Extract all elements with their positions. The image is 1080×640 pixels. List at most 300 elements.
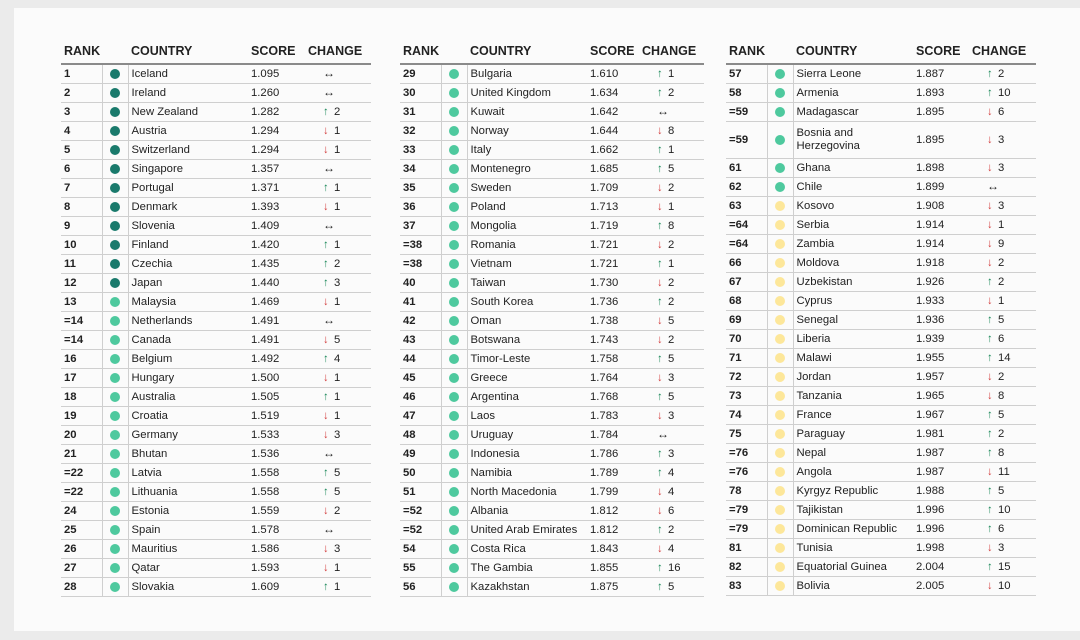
country-cell: Taiwan [467, 274, 587, 293]
change-cell [639, 160, 704, 179]
table-row [400, 293, 704, 312]
table-row [726, 387, 1036, 406]
score-cell: 1.918 [913, 254, 969, 273]
tier-dot-cell [767, 159, 793, 178]
tier-dot-cell [441, 293, 467, 312]
table-row [61, 521, 371, 540]
arrow-down-icon: ↓ [987, 218, 993, 231]
change-value: 10 [998, 579, 1011, 592]
table-row [61, 160, 371, 179]
rank-cell: 34 [400, 160, 441, 179]
score-cell: 1.469 [248, 293, 305, 312]
tier-dot-cell [767, 368, 793, 387]
table-row [726, 273, 1036, 292]
tier-dot-icon [110, 145, 120, 155]
arrow-up-icon: ↑ [657, 447, 663, 460]
score-cell: 1.559 [248, 502, 305, 521]
country-cell: Senegal [793, 311, 913, 330]
rank-cell: 12 [61, 274, 102, 293]
change-cell [969, 406, 1036, 425]
arrow-down-icon: ↓ [987, 465, 993, 478]
score-cell: 1.260 [248, 84, 305, 103]
rank-cell: 43 [400, 331, 441, 350]
arrow-up-icon: ↑ [987, 351, 993, 364]
change-cell [305, 198, 371, 217]
change-cell [969, 368, 1036, 387]
country-cell: Croatia [128, 407, 248, 426]
rank-cell: 83 [726, 577, 767, 596]
tier-dot-icon [775, 315, 785, 325]
table-row [61, 293, 371, 312]
table-row [61, 217, 371, 236]
table-row [400, 521, 704, 540]
change-cell [639, 559, 704, 578]
rank-cell: 68 [726, 292, 767, 311]
table-row [61, 426, 371, 445]
change-cell [639, 369, 704, 388]
change-cell [305, 350, 371, 369]
tier-dot-icon [110, 164, 120, 174]
country-cell: The Gambia [467, 559, 587, 578]
arrow-up-icon: ↑ [987, 275, 993, 288]
country-cell: Japan [128, 274, 248, 293]
change-cell [639, 407, 704, 426]
change-cell [305, 160, 371, 179]
tier-dot-cell [102, 521, 128, 540]
arrow-down-icon: ↓ [987, 199, 993, 212]
change-cell [639, 84, 704, 103]
rank-cell: 37 [400, 217, 441, 236]
tier-dot-cell [441, 122, 467, 141]
score-cell: 2.005 [913, 577, 969, 596]
tier-dot-icon [110, 259, 120, 269]
tier-dot-cell [441, 426, 467, 445]
tier-dot-cell [767, 425, 793, 444]
arrow-down-icon: ↓ [987, 541, 993, 554]
score-cell: 1.536 [248, 445, 305, 464]
tier-dot-cell [441, 578, 467, 597]
arrow-down-icon: ↓ [323, 428, 329, 441]
change-cell [969, 197, 1036, 216]
rank-cell: 11 [61, 255, 102, 274]
tier-dot-icon [110, 411, 120, 421]
change-value: 2 [668, 523, 675, 536]
table-row [61, 578, 371, 597]
rank-cell: 46 [400, 388, 441, 407]
change-value: 4 [668, 485, 675, 498]
tier-dot-cell [102, 331, 128, 350]
country-cell: Australia [128, 388, 248, 407]
change-value: 2 [334, 105, 341, 118]
table-row [400, 103, 704, 122]
rank-cell: 19 [61, 407, 102, 426]
score-cell: 1.768 [587, 388, 639, 407]
tier-dot-icon [449, 506, 459, 516]
tier-dot-icon [110, 354, 120, 364]
change-cell [969, 64, 1036, 84]
rank-cell: =59 [726, 122, 767, 159]
change-cell [305, 217, 371, 236]
score-cell: 1.893 [913, 84, 969, 103]
change-value: 3 [668, 409, 675, 422]
rank-cell: =59 [726, 103, 767, 122]
change-cell [969, 178, 1036, 197]
arrow-up-icon: ↑ [657, 219, 663, 232]
tier-dot-cell [441, 388, 467, 407]
change-value: 3 [998, 199, 1005, 212]
no-change-icon: ↔ [323, 66, 335, 80]
table-row [61, 502, 371, 521]
change-value: 16 [668, 561, 681, 574]
arrow-down-icon: ↓ [323, 371, 329, 384]
table-row [61, 369, 371, 388]
score-cell: 1.875 [587, 578, 639, 597]
tier-dot-cell [767, 84, 793, 103]
tier-dot-cell [441, 350, 467, 369]
score-cell: 1.492 [248, 350, 305, 369]
country-cell: Timor-Leste [467, 350, 587, 369]
score-cell: 1.855 [587, 559, 639, 578]
change-cell [969, 235, 1036, 254]
arrow-up-icon: ↑ [987, 446, 993, 459]
tier-dot-cell [441, 198, 467, 217]
change-cell [969, 444, 1036, 463]
arrow-up-icon: ↑ [323, 580, 329, 593]
change-value: 5 [334, 485, 341, 498]
tier-dot-icon [775, 182, 785, 192]
table-row [726, 216, 1036, 235]
tier-dot-cell [102, 179, 128, 198]
change-value: 1 [334, 580, 341, 593]
change-cell [969, 539, 1036, 558]
score-cell: 1.914 [913, 235, 969, 254]
change-cell [969, 387, 1036, 406]
score-cell: 1.799 [587, 483, 639, 502]
country-cell: Spain [128, 521, 248, 540]
tier-dot-cell [767, 482, 793, 501]
country-cell: Botswana [467, 331, 587, 350]
country-cell: Finland [128, 236, 248, 255]
change-cell [305, 578, 371, 597]
change-cell [305, 274, 371, 293]
no-change-icon: ↔ [987, 179, 999, 193]
score-cell: 1.709 [587, 179, 639, 198]
table-header-row [726, 38, 1036, 64]
country-cell: Bhutan [128, 445, 248, 464]
change-cell [969, 273, 1036, 292]
tier-dot-icon [775, 543, 785, 553]
arrow-down-icon: ↓ [657, 409, 663, 422]
country-cell: Angola [793, 463, 913, 482]
rank-cell: 63 [726, 197, 767, 216]
table-row [726, 444, 1036, 463]
change-value: 1 [334, 124, 341, 137]
change-cell [969, 482, 1036, 501]
table-row [400, 464, 704, 483]
table-row [726, 103, 1036, 122]
rank-cell: =14 [61, 331, 102, 350]
rank-cell: 47 [400, 407, 441, 426]
country-cell: Vietnam [467, 255, 587, 274]
rank-cell: 45 [400, 369, 441, 388]
dot-header [767, 38, 793, 64]
table-row [726, 539, 1036, 558]
country-cell: Mauritius [128, 540, 248, 559]
table-row [400, 559, 704, 578]
arrow-down-icon: ↓ [987, 105, 993, 118]
arrow-down-icon: ↓ [657, 238, 663, 251]
country-cell: Tunisia [793, 539, 913, 558]
change-value: 15 [998, 560, 1011, 573]
arrow-up-icon: ↑ [657, 352, 663, 365]
arrow-up-icon: ↑ [323, 390, 329, 403]
arrow-down-icon: ↓ [987, 389, 993, 402]
rank-cell: 40 [400, 274, 441, 293]
rank-cell: 57 [726, 64, 767, 84]
country-cell: Jordan [793, 368, 913, 387]
table-row [400, 426, 704, 445]
score-cell: 1.926 [913, 273, 969, 292]
change-value: 1 [334, 390, 341, 403]
score-cell: 1.409 [248, 217, 305, 236]
arrow-down-icon: ↓ [323, 504, 329, 517]
change-cell [969, 501, 1036, 520]
table-row [726, 64, 1036, 84]
change-value: 14 [998, 351, 1011, 364]
change-value: 10 [998, 86, 1011, 99]
change-cell [639, 521, 704, 540]
rank-cell: 31 [400, 103, 441, 122]
tier-dot-cell [767, 387, 793, 406]
table-row [61, 64, 371, 84]
tier-dot-icon [449, 468, 459, 478]
country-cell: Liberia [793, 330, 913, 349]
change-value: 2 [668, 238, 675, 251]
rank-cell: =38 [400, 255, 441, 274]
tier-dot-cell [441, 274, 467, 293]
tier-dot-icon [775, 410, 785, 420]
score-cell: 1.721 [587, 236, 639, 255]
tier-dot-cell [441, 255, 467, 274]
rank-cell: 28 [61, 578, 102, 597]
score-cell: 2.004 [913, 558, 969, 577]
tier-dot-icon [775, 467, 785, 477]
table-row [400, 198, 704, 217]
table-row [61, 483, 371, 502]
country-cell: Canada [128, 331, 248, 350]
country-cell: Indonesia [467, 445, 587, 464]
country-cell: Tanzania [793, 387, 913, 406]
arrow-down-icon: ↓ [323, 409, 329, 422]
country-cell: Austria [128, 122, 248, 141]
country-cell: United Arab Emirates [467, 521, 587, 540]
tier-dot-icon [775, 277, 785, 287]
score-cell: 1.371 [248, 179, 305, 198]
rank-cell: 81 [726, 539, 767, 558]
change-cell [305, 103, 371, 122]
change-value: 3 [668, 371, 675, 384]
change-value: 2 [998, 67, 1005, 80]
change-value: 5 [334, 333, 341, 346]
country-cell: Ireland [128, 84, 248, 103]
change-value: 1 [998, 218, 1005, 231]
country-cell: Italy [467, 141, 587, 160]
score-cell: 1.957 [913, 368, 969, 387]
score-cell: 1.294 [248, 122, 305, 141]
rank-cell: 58 [726, 84, 767, 103]
table-row [400, 64, 704, 84]
tier-dot-icon [110, 582, 120, 592]
score-cell: 1.786 [587, 445, 639, 464]
score-cell: 1.435 [248, 255, 305, 274]
tier-dot-cell [441, 540, 467, 559]
arrow-down-icon: ↓ [657, 124, 663, 137]
tier-dot-icon [449, 240, 459, 250]
country-cell: Sierra Leone [793, 64, 913, 84]
change-value: 6 [998, 522, 1005, 535]
tier-dot-cell [767, 311, 793, 330]
tier-dot-cell [102, 103, 128, 122]
arrow-up-icon: ↑ [657, 162, 663, 175]
tier-dot-cell [441, 445, 467, 464]
change-cell [305, 141, 371, 160]
tier-dot-icon [449, 487, 459, 497]
country-cell: Paraguay [793, 425, 913, 444]
table-row [61, 179, 371, 198]
table-row [400, 407, 704, 426]
tier-dot-icon [110, 278, 120, 288]
tier-dot-icon [775, 69, 785, 79]
rank-cell: 3 [61, 103, 102, 122]
tier-dot-icon [449, 335, 459, 345]
ranking-table-2 [400, 38, 704, 597]
change-value: 2 [668, 333, 675, 346]
change-value: 3 [668, 447, 675, 460]
score-cell: 1.491 [248, 331, 305, 350]
change-value: 1 [334, 200, 341, 213]
tier-dot-cell [767, 558, 793, 577]
arrow-up-icon: ↑ [323, 257, 329, 270]
arrow-down-icon: ↓ [323, 200, 329, 213]
tier-dot-cell [767, 216, 793, 235]
change-value: 5 [668, 580, 675, 593]
score-cell: 1.764 [587, 369, 639, 388]
dot-header [102, 38, 128, 64]
change-value: 1 [334, 295, 341, 308]
tier-dot-icon [110, 126, 120, 136]
country-cell: Belgium [128, 350, 248, 369]
score-cell: 1.558 [248, 483, 305, 502]
score-cell: 1.593 [248, 559, 305, 578]
tier-dot-icon [110, 373, 120, 383]
country-cell: Kuwait [467, 103, 587, 122]
rank-cell: =79 [726, 501, 767, 520]
change-cell [639, 293, 704, 312]
tier-dot-icon [775, 505, 785, 515]
score-cell: 1.789 [587, 464, 639, 483]
tier-dot-icon [110, 430, 120, 440]
rank-cell: 72 [726, 368, 767, 387]
change-cell [639, 198, 704, 217]
country-cell: New Zealand [128, 103, 248, 122]
tier-dot-cell [767, 501, 793, 520]
change-cell [969, 84, 1036, 103]
country-cell: Madagascar [793, 103, 913, 122]
change-cell [639, 141, 704, 160]
tier-dot-cell [102, 540, 128, 559]
table-row [61, 255, 371, 274]
score-header: SCORE [587, 38, 639, 64]
arrow-down-icon: ↓ [323, 124, 329, 137]
rank-cell: 73 [726, 387, 767, 406]
tier-dot-cell [441, 312, 467, 331]
change-cell [639, 502, 704, 521]
tier-dot-cell [102, 388, 128, 407]
country-cell: Kyrgyz Republic [793, 482, 913, 501]
rank-cell: =64 [726, 216, 767, 235]
arrow-up-icon: ↑ [657, 86, 663, 99]
country-cell: Moldova [793, 254, 913, 273]
change-value: 1 [668, 200, 675, 213]
change-value: 4 [668, 466, 675, 479]
tier-dot-icon [449, 525, 459, 535]
score-cell: 1.440 [248, 274, 305, 293]
arrow-up-icon: ↑ [987, 522, 993, 535]
change-cell [305, 521, 371, 540]
tier-dot-icon [775, 391, 785, 401]
change-cell [969, 216, 1036, 235]
rank-cell: =14 [61, 312, 102, 331]
table-row [61, 312, 371, 331]
country-cell: Nepal [793, 444, 913, 463]
no-change-icon: ↔ [323, 218, 335, 232]
tier-dot-cell [767, 197, 793, 216]
tier-dot-icon [775, 562, 785, 572]
country-cell: Bulgaria [467, 64, 587, 84]
change-value: 8 [998, 446, 1005, 459]
score-cell: 1.719 [587, 217, 639, 236]
change-value: 2 [668, 295, 675, 308]
arrow-up-icon: ↑ [323, 276, 329, 289]
table-row [726, 292, 1036, 311]
country-cell: Ghana [793, 159, 913, 178]
change-cell [969, 520, 1036, 539]
tier-dot-cell [441, 160, 467, 179]
country-cell: Denmark [128, 198, 248, 217]
arrow-up-icon: ↑ [323, 181, 329, 194]
country-cell: Latvia [128, 464, 248, 483]
table-row [726, 349, 1036, 368]
change-cell [305, 426, 371, 445]
change-value: 1 [334, 371, 341, 384]
table-row [61, 350, 371, 369]
change-value: 3 [998, 161, 1005, 174]
score-cell: 1.987 [913, 444, 969, 463]
table-body [61, 64, 371, 597]
arrow-up-icon: ↑ [657, 390, 663, 403]
score-cell: 1.533 [248, 426, 305, 445]
change-value: 5 [998, 313, 1005, 326]
score-cell: 1.914 [913, 216, 969, 235]
tier-dot-cell [441, 84, 467, 103]
country-cell: Bosnia and Herzegovina [793, 122, 913, 159]
table-row [400, 483, 704, 502]
table-row [726, 368, 1036, 387]
tier-dot-cell [102, 445, 128, 464]
tier-dot-cell [102, 426, 128, 445]
tier-dot-cell [102, 255, 128, 274]
tier-dot-icon [449, 183, 459, 193]
